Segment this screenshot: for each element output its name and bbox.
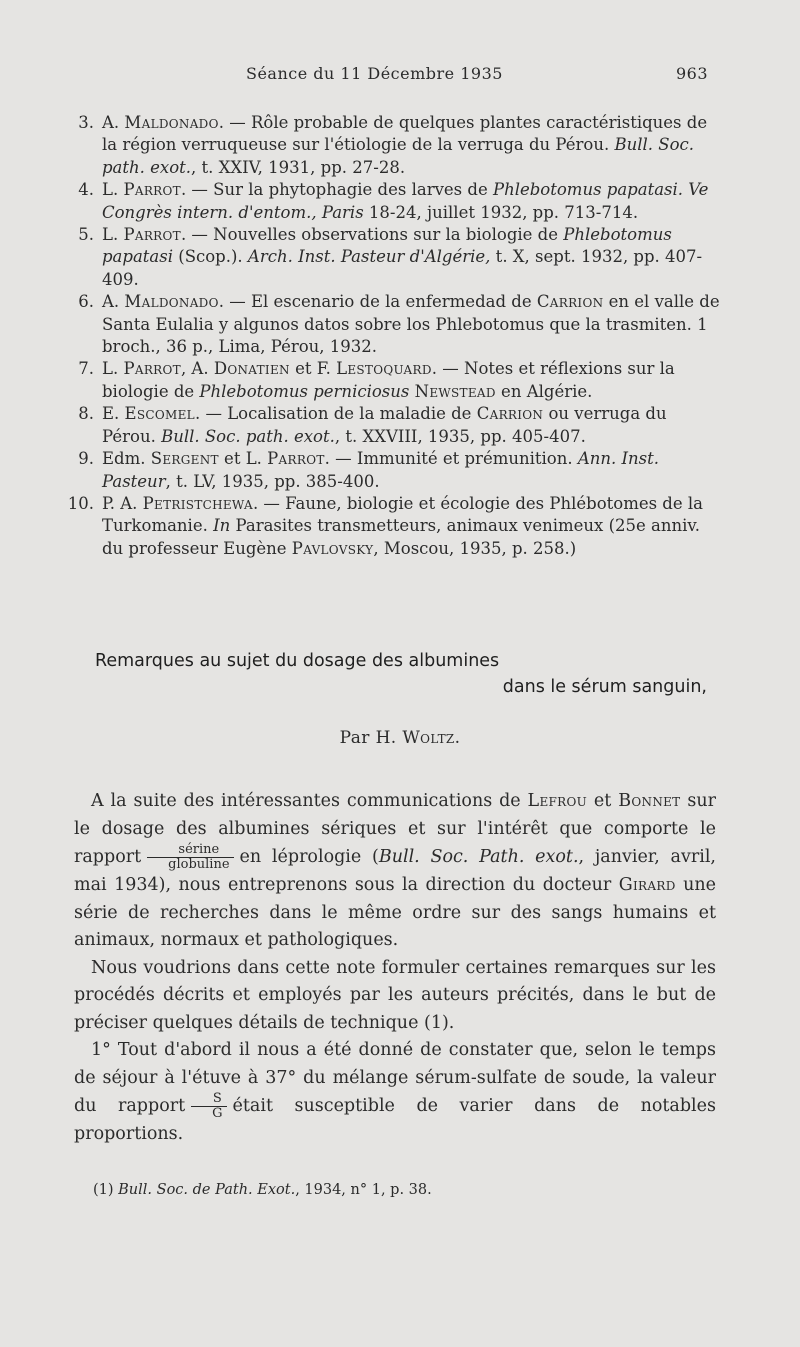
italic-text: Bull. Soc. de Path. Exot. (118, 1182, 296, 1198)
reference-item (62, 224, 722, 291)
italic-text: Phlebotomus perniciosus (199, 381, 410, 401)
text-run: , t. LV, 1935, pp. 385-400. (165, 471, 380, 491)
byline-author: Woltz (402, 728, 455, 748)
reference-number: 10. (67, 493, 94, 513)
text-run: , t. XXIV, 1931, pp. 27-28. (191, 157, 406, 177)
reference-item (62, 358, 722, 403)
reference-item (62, 112, 722, 179)
author-name: Lefrou (527, 791, 588, 811)
text-run: L. (102, 359, 124, 379)
author-name: Newstead (414, 381, 496, 401)
fraction-numerator: sérine (147, 843, 233, 858)
text-run: . — Immunité et prémunition. (324, 449, 578, 469)
author-name: Sergent (150, 449, 219, 469)
italic-text: Bull. Soc. path. exot. (161, 426, 335, 446)
byline-suffix: . (454, 728, 461, 748)
body-paragraph (74, 955, 716, 1038)
italic-text: Phlebotomus papatasi (102, 225, 672, 267)
text-run: Nous voudrions dans cette note formuler certaines remarques sur les procédés décrits et employés par les auteurs précités, dans le but de préciser quelques détails de technique (1). (74, 957, 716, 1033)
text-run: , t. XXVIII, 1935, pp. 405-407. (334, 426, 586, 446)
text-run: , Moscou, 1935, p. 258.) (373, 538, 577, 558)
article-body (74, 788, 716, 1149)
fraction-denominator: globuline (168, 857, 230, 872)
author-name: Parrot (267, 449, 325, 469)
text-run: et (587, 791, 619, 811)
reference-number: 4. (78, 180, 94, 200)
author-name: Carrion (536, 292, 604, 312)
text-run: A. (102, 113, 125, 132)
reference-item (62, 403, 722, 448)
text-run: et F. (289, 359, 337, 379)
author-name: Petristchewa (142, 493, 253, 513)
text-run: était susceptible de varier dans de notables proportions. (74, 1096, 716, 1144)
text-run: Parasites transmetteurs, animaux venimeux (25e anniv. du professeur Eugène (102, 516, 701, 558)
author-name: Carrion (476, 404, 544, 424)
reference-text (102, 358, 722, 403)
text-run: , A. (180, 359, 214, 379)
reference-text (102, 179, 722, 224)
text-run: L. (102, 180, 124, 200)
reference-text (102, 112, 722, 179)
text-run: . — Rôle probable de quelques plantes caractéristiques de la région verruqueuse sur l'étiologie de la verruga du Pérou. (102, 113, 708, 155)
text-run: E. (102, 404, 125, 424)
author-name: Parrot (123, 225, 181, 245)
fraction-numerator: S (191, 1092, 226, 1107)
fraction (147, 843, 233, 872)
reference-number: 9. (78, 449, 94, 469)
text-run: , janvier, avril, mai 1934), nous entreprenons sous la direction du docteur (74, 847, 716, 895)
article-title-line-2: dans le sérum sanguin, (502, 677, 707, 697)
reference-text (102, 448, 722, 493)
text-run: (1) (93, 1182, 119, 1198)
author-name: Maldonado (124, 113, 219, 132)
reference-item (62, 493, 722, 560)
running-head (0, 64, 800, 88)
author-name: Donatien (213, 359, 290, 379)
reference-item (62, 179, 722, 224)
reference-item (62, 448, 722, 493)
author-name: Bonnet (618, 791, 681, 811)
text-run: . — El escenario de la enfermedad de (218, 292, 537, 312)
text-run: A. (102, 292, 125, 312)
text-run: sur le dosage des albumines sériques et sur l'intérêt que comporte le rapport (74, 791, 716, 867)
author-name: Parrot (123, 359, 181, 379)
text-run: en el valle de Santa Eulalia y algunos datos sobre los Phlebotomus que la trasmiten. 1 broch., 36 p., Lima, Pérou, 1932. (102, 292, 720, 357)
italic-text: In (213, 516, 231, 536)
italic-text: Bull. Soc. path. exot. (102, 135, 694, 177)
reference-number: 8. (78, 404, 94, 424)
italic-text: Phlebotomus papatasi. Ve Congrès intern. d'entom., Paris (102, 180, 709, 222)
reference-number: 5. (78, 225, 94, 245)
text-run: . — Notes et réflexions sur la biologie de (102, 359, 675, 401)
text-run: . — Nouvelles observations sur la biologie de (180, 225, 564, 245)
text-run: . — Faune, biologie et écologie des Phlébotomes de la Turkomanie. (102, 493, 703, 536)
fraction-denominator: G (212, 1106, 223, 1121)
text-run: , 1934, n° 1, p. 38. (295, 1182, 432, 1198)
italic-text: Ann. Inst. Pasteur (102, 449, 660, 491)
byline-prefix: Par H. (339, 728, 403, 748)
body-paragraph (74, 788, 716, 955)
text-run: . — Localisation de la maladie de (194, 404, 477, 424)
author-name: Maldonado (124, 292, 219, 312)
reference-text (102, 224, 722, 291)
reference-number: 6. (78, 292, 94, 312)
reference-text (102, 493, 722, 560)
text-run: ou verruga du Pérou. (102, 404, 667, 446)
text-run: P. A. (102, 493, 143, 513)
text-run: Edm. (102, 449, 151, 469)
author-name: Lestoquard (336, 359, 432, 379)
text-run: 1° Tout d'abord il nous a été donné de constater que, selon le temps de séjour à l'étuve à 37° du mélange sérum-sulfate de soude, la valeur du rapport (74, 1040, 716, 1116)
author-name: Escomel (124, 404, 195, 424)
text-run: (Scop.). (173, 247, 248, 267)
text-run: t. X, sept. 1932, pp. 407-409. (102, 247, 703, 289)
text-run: . — Sur la phytophagie des larves de (180, 180, 493, 200)
reference-text (102, 403, 722, 448)
page-number: 963 (675, 64, 708, 83)
article-title (95, 648, 715, 700)
reference-item (62, 291, 722, 358)
reference-number: 3. (78, 113, 94, 132)
author-name: Pavlovsky (291, 538, 374, 558)
text-run: en léprologie ( (239, 847, 379, 867)
article-title-line-1: Remarques au sujet du dosage des albumines (95, 651, 500, 671)
text-run: A la suite des intéressantes communications de (91, 791, 528, 811)
text-run: en Algérie. (495, 381, 593, 401)
reference-text (102, 291, 722, 358)
reference-list (62, 112, 722, 560)
author-name: Parrot (123, 180, 181, 200)
italic-text: Arch. Inst. Pasteur d'Algérie, (247, 247, 491, 267)
footnote (93, 1180, 713, 1200)
text-run: et L. (218, 449, 268, 469)
author-name: Girard (618, 875, 676, 895)
reference-number: 7. (78, 359, 94, 379)
running-head-title: Séance du 11 Décembre 1935 (246, 64, 503, 83)
fraction (191, 1092, 226, 1121)
byline (0, 728, 800, 748)
body-paragraph (74, 1037, 716, 1149)
text-run: L. (102, 225, 124, 245)
text-run: une série de recherches dans le même ordre sur des sangs humains et animaux, normaux et pathologiques. (74, 875, 716, 950)
italic-text: Bull. Soc. Path. exot. (378, 847, 579, 867)
text-run: 18-24, juillet 1932, pp. 713-714. (363, 202, 639, 222)
